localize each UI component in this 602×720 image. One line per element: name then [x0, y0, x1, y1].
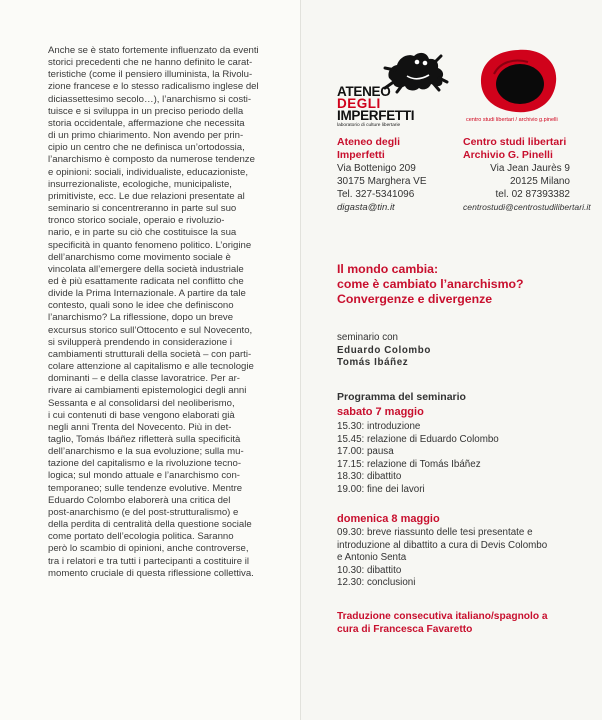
title-line: Convergenze e divergenze [337, 292, 493, 307]
intro-line: e opinioni: sociali, individualiste, educazioniste, [48, 166, 248, 178]
intro-line: però lo scambio di opinioni, anche controverse, [48, 543, 249, 555]
intro-line: zione francese e lo stesso radicalismo inglese del [48, 81, 259, 93]
intro-line: vincolata all’emergere della società industriale [48, 263, 244, 275]
intro-text [48, 45, 276, 580]
schedule-item: e Antonio Senta [337, 552, 407, 564]
intro-line: diciassettesimo secolo…), l’anarchismo si costi- [48, 93, 252, 105]
ateneo-wordmark-line3: IMPERFETTI [337, 108, 415, 123]
ateneo-wordmark-line1: ATENEO [337, 84, 391, 99]
ateneo-wordmark [337, 86, 414, 122]
intro-line: ed è più esattamente radicata nel conflitto che [48, 275, 244, 287]
title-line: Il mondo cambia: [337, 262, 439, 276]
intro-line: storia occidentale, affermazione che necessita [48, 117, 245, 129]
intro-line: della perdita di centralità della questione sociale [48, 519, 252, 531]
pinelli-name-line1: Centro studi libertari [463, 136, 567, 148]
pinelli-name-line2: Archivio G. Pinelli [463, 149, 553, 161]
intro-line: nario, e in parte su ciò che costituisce la sua [48, 227, 237, 239]
seminar-label: seminario con [337, 332, 398, 343]
schedule-item: 15.45: relazione di Eduardo Colombo [337, 433, 499, 445]
program-heading: Programma del seminario [337, 391, 466, 403]
intro-line: storici precedenti che ne hanno definito le carat- [48, 57, 253, 69]
pinelli-city: 20125 Milano [509, 176, 570, 187]
intro-line: dell’anarchismo e la sua evoluzione; sulla mu- [48, 446, 244, 458]
schedule-item: 15.30: introduzione [337, 421, 421, 432]
schedule-saturday [337, 421, 499, 497]
seminar-title [337, 262, 577, 308]
intro-line: teristiche (come il pensiero illuminista, la Rivolu- [48, 69, 253, 81]
intro-line: post-anarchismo (e del post-strutturalismo) e [48, 506, 239, 518]
ateneo-phone: Tel. 327-5341096 [337, 189, 415, 200]
translation-note-line: Traduzione consecutiva italiano/spagnolo a [337, 611, 548, 622]
intro-line: contesto, quali sono le idee che definiscono [48, 300, 234, 312]
ateneo-street: Via Bottenigo 209 [337, 163, 416, 174]
intro-line: dominanti – e della classe lavoratrice. Per ar- [48, 373, 240, 385]
speaker-name: Eduardo Colombo [337, 344, 431, 356]
intro-line: tazione del capitalismo e la rivoluzione tecno- [48, 458, 242, 470]
pinelli-logo-icon [478, 48, 558, 114]
schedule-item: 09.30: breve riassunto delle tesi presentate e [337, 527, 533, 538]
intro-line: i cui contenuti di base vengono elaborati già [48, 409, 235, 421]
intro-line: di un primo chiarimento. Non avendo per prin- [48, 130, 244, 142]
ateneo-wordmark-line2: DEGLI [337, 96, 381, 111]
translation-note-line: cura di Francesca Favaretto [337, 624, 473, 635]
schedule-item: 17.00: pausa [337, 446, 394, 458]
intro-line: cipio un centro che ne definisca un’ortodossia, [48, 142, 245, 154]
schedule-item: 18.30: dibattito [337, 471, 402, 483]
intro-line: insurrezionaliste, ecologiche, municipaliste, [48, 178, 232, 190]
intro-line: rivare ai cambiamenti epistemologici degli anni [48, 385, 247, 397]
ateneo-address [337, 136, 427, 214]
ateneo-tagline: laboratorio di culture libertarie [337, 123, 401, 128]
intro-line: momento cruciale di questa riflessione collettiva. [48, 567, 254, 579]
day-heading-saturday: sabato 7 maggio [337, 406, 424, 418]
schedule-sunday [337, 527, 547, 590]
speaker-name: Tomás Ibáñez [337, 357, 409, 368]
ateneo-name-line2: Imperfetti [337, 149, 385, 161]
intro-line: specificità in quanto fenomeno politico. L’origine [48, 239, 252, 251]
schedule-item: introduzione al dibattito a cura di Devis Colombo [337, 539, 548, 551]
intro-line: excursus storico sull’Ottocento e sul Novecento, [48, 324, 253, 336]
intro-line: primitiviste, ecc. Le due relazioni presentate al [48, 190, 245, 202]
pinelli-street: Via Jean Jaurès 9 [490, 163, 570, 174]
intro-line: si svilupperà prendendo in considerazione i [48, 336, 232, 348]
translation-note [337, 610, 548, 636]
intro-line: colare attenzione al capitalismo e alle tecnologie [48, 361, 254, 373]
title-line: come è cambiato l’anarchismo? [337, 277, 524, 292]
intro-line: l’anarchismo? La riflessione, dopo un breve [48, 312, 234, 324]
fold-divider [300, 0, 301, 720]
pinelli-address [463, 136, 591, 214]
ateneo-city: 30175 Marghera VE [337, 176, 427, 187]
intro-line: negli anni Trenta del Novecento. Più in det- [48, 421, 232, 433]
intro-line: Sessanta e al consolidarsi del neoliberismo, [48, 397, 235, 409]
intro-line: divide la Prima Internazionale. A partire da tale [48, 288, 246, 300]
intro-line: Eduardo Colombo elaborerà una critica del [48, 494, 231, 506]
pinelli-phone: tel. 02 87393382 [495, 189, 570, 200]
schedule-item: 10.30: dibattito [337, 564, 402, 576]
schedule-item: 19.00: fine dei lavori [337, 483, 425, 495]
intro-line: Anche se è stato fortemente influenzato da eventi [48, 45, 259, 56]
pinelli-tagline: centro studi libertari / archivio g.pinelli [466, 117, 558, 123]
ateneo-logo [337, 48, 449, 126]
intro-line: tuisce e si sviluppa in un preciso periodo della [48, 105, 244, 117]
intro-line: cambiamenti strutturali della società – con parti- [48, 348, 252, 360]
intro-line: l’anarchismo è composto da numerose tendenze [48, 154, 255, 166]
pinelli-email[interactable]: centrostudi@centrostudilibertari.it [463, 202, 591, 212]
intro-line: come portato dell’ecologia politica. Saranno [48, 531, 234, 543]
schedule-item: 17.15: relazione di Tomás Ibáñez [337, 458, 481, 470]
intro-line: taglio, Tomás Ibáñez rifletterà sulla specificità [48, 434, 241, 445]
schedule-item: 12.30: conclusioni [337, 577, 416, 589]
intro-line: temporaneo; sulle tendenze evolutive. Mentre [48, 482, 243, 494]
intro-line: logica; sul mondo attuale e l’anarchismo con- [48, 470, 240, 482]
ateneo-name-line1: Ateneo degli [337, 136, 401, 148]
ateneo-email[interactable]: digasta@tin.it [337, 202, 395, 213]
speakers-block [337, 332, 431, 370]
intro-line: dell’anarchismo come movimento sociale è [48, 251, 231, 263]
intro-line: seminario si concentreranno in parte sul suo [48, 203, 237, 215]
day-heading-sunday: domenica 8 maggio [337, 513, 440, 525]
intro-line: tronco storico sociale, operaio e rivoluzio- [48, 215, 225, 227]
intro-line: tra i relatori e tra tutti i partecipanti a costituire il [48, 555, 250, 567]
